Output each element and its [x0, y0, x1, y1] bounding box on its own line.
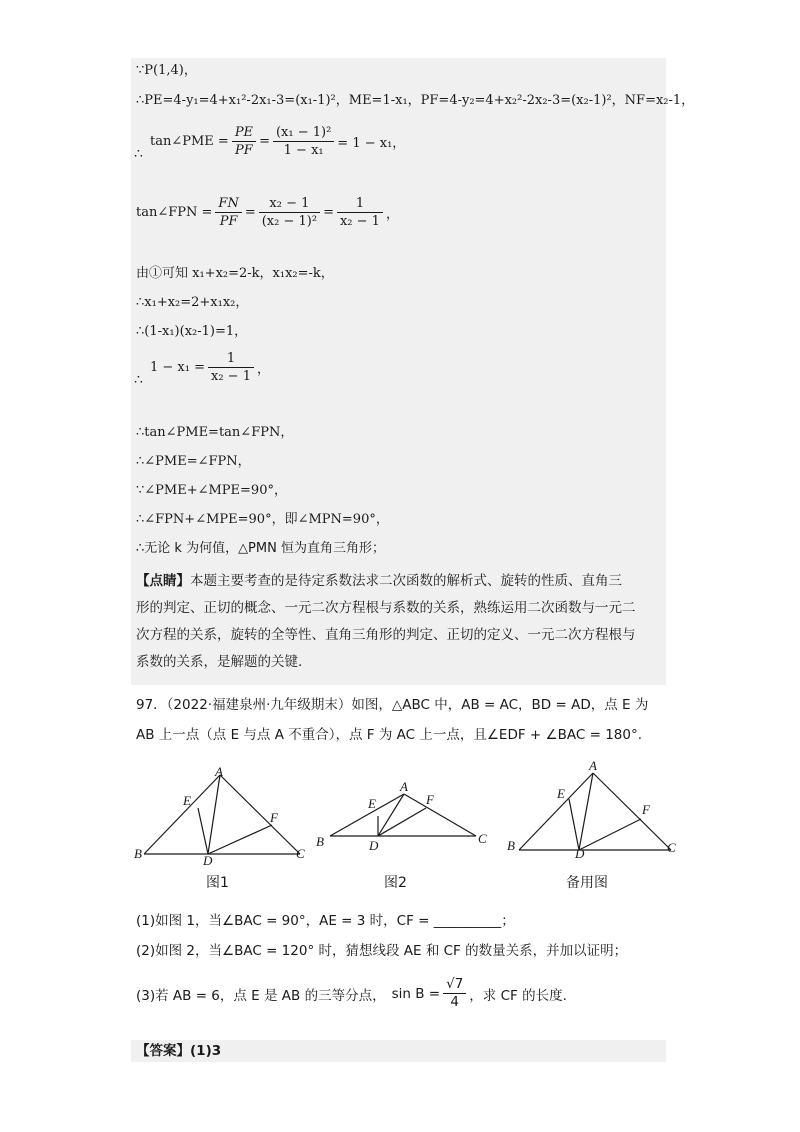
problem-line-2: AB 上一点（点 E 与点 A 不重合），点 F 为 AC 上一点，且∠EDF + ∠BAC = 180°.	[136, 727, 642, 743]
figure-1-diagram	[130, 765, 310, 865]
point-E-label: E	[557, 786, 565, 801]
fraction-numerator: √7	[443, 976, 466, 994]
therefore-symbol: ∴	[134, 372, 143, 388]
fraction-sqrt7-over-4	[443, 976, 466, 1011]
point-B-label: B	[134, 846, 142, 861]
solution-line-13: ∴无论 k 为何值，△PMN 恒为直角三角形；	[136, 541, 385, 556]
subquestion-3-text: (3)若 AB = 6，点 E 是 AB 的三等分点，	[136, 987, 386, 1004]
fraction-denominator: (x₂ − 1)²	[261, 214, 318, 229]
fraction-one-over	[337, 195, 383, 230]
fraction-denominator: PF	[219, 214, 238, 229]
comment-paragraph	[136, 568, 636, 676]
figure-2-caption: 图2	[384, 875, 407, 891]
point-B-label: B	[507, 838, 515, 853]
fraction-denominator: PF	[235, 143, 253, 158]
fraction-x2	[259, 195, 320, 230]
comment-line: 形的判定、正切的概念、一元二次方程根与系数的关系，熟练运用二次函数与一元二	[136, 600, 636, 616]
solution-line-2: ∴PE=4-y₁=4+x₁²-2x₁-3=(x₁-1)²，ME=1-x₁，PF=4-y₂=4+x₂²-2x₂-3=(x₂-1)²，NF=x₂-1，	[136, 93, 695, 108]
solution-line-7: ∴(1-x₁)(x₂-1)=1，	[136, 324, 248, 339]
tan-pme-formula: tan∠PME = $\frac{PE}{PF}$ = $\frac{\text{(x₁ − 1)²}}{\text{1 − x₁}}$ = 1 − x₁，	[150, 125, 406, 158]
figure-1-caption: 图1	[206, 875, 229, 891]
figure-3-caption: 备用图	[566, 875, 608, 891]
answer-line: 【答案】(1)3	[136, 1043, 222, 1059]
solution-line-11: ∵∠PME+∠MPE=90°，	[136, 483, 287, 498]
comment-tag: 【点睛】	[136, 573, 190, 589]
fraction-numerator: 1	[337, 195, 383, 213]
fraction-x1	[273, 124, 334, 159]
comma: ，	[256, 362, 270, 377]
formula-lhs: 1 − x₁ =	[150, 360, 205, 375]
point-E-label: E	[368, 796, 376, 811]
point-F-label: F	[642, 802, 650, 817]
point-B-label: B	[316, 834, 324, 849]
comma: ，	[385, 207, 399, 222]
point-D-label: D	[369, 838, 379, 853]
subquestion-3-tail: ，求 CF 的长度.	[469, 987, 567, 1004]
fraction-numerator: FN	[215, 195, 241, 213]
point-C-label: C	[667, 840, 676, 855]
fraction-denominator: 4	[450, 994, 459, 1010]
tan-fpn-lhs: tan∠FPN =	[136, 205, 213, 220]
fraction-denominator: 1 − x₁	[283, 143, 324, 158]
solution-line-5: 由①可知 x₁+x₂=2-k，x₁x₂=-k，	[136, 266, 334, 281]
tan-pme-rhs: = 1 − x₁，	[337, 136, 406, 151]
subquestion-2: (2)如图 2，当∠BAC = 120° 时，猜想线段 AE 和 CF 的数量关系，并加以证明；	[136, 943, 628, 959]
point-C-label: C	[478, 831, 487, 846]
figure-3-diagram	[505, 765, 685, 865]
fraction-fn-pf	[215, 195, 241, 230]
fraction-numerator: PE	[232, 124, 256, 142]
sin-b-label: sin B =	[391, 985, 441, 1002]
subquestion-1: (1)如图 1，当∠BAC = 90°，AE = 3 时，CF = __________；	[136, 913, 515, 929]
subquestion-3	[136, 976, 567, 1011]
fraction-numerator: 1	[208, 350, 254, 368]
fraction-one-over-x2	[208, 350, 254, 385]
point-D-label: D	[203, 853, 213, 868]
fraction-pe-pf	[232, 124, 256, 159]
fraction-numerator: (x₁ − 1)²	[273, 124, 334, 142]
comment-line: 次方程的关系，旋转的全等性、直角三角形的判定、正切的定义、一元二次方程根与	[136, 627, 636, 643]
figure-2-diagram	[318, 786, 488, 856]
point-A-label: A	[400, 779, 408, 794]
point-A-label: A	[215, 764, 223, 779]
fraction-denominator: x₂ − 1	[339, 214, 380, 229]
solution-line-1: ∵P(1,4)，	[136, 63, 197, 78]
solution-line-10: ∴∠PME=∠FPN，	[136, 454, 251, 469]
one-minus-x1-formula	[150, 350, 270, 385]
problem-line-1: 97．（2022·福建泉州·九年级期末）如图，△ABC 中，AB = AC，BD = AD，点 E 为	[136, 697, 649, 713]
point-D-label: D	[575, 846, 585, 861]
fraction-numerator: x₂ − 1	[259, 195, 320, 213]
tan-pme-lhs: tan∠PME =	[150, 134, 229, 149]
comment-line: 系数的关系，是解题的关键.	[136, 654, 303, 670]
point-F-label: F	[270, 810, 278, 825]
solution-line-9: ∴tan∠PME=tan∠FPN，	[136, 425, 294, 440]
tan-fpn-formula: tan∠FPN = $\frac{FN}{PF}$ = $\frac{\text{x₂ − 1}}{\text{(x₂ − 1)²}}$ = $\frac{1}{\text{x₂ − 1}}$ ，	[136, 196, 399, 229]
comment-line: 本题主要考查的是待定系数法求二次函数的解析式、旋转的性质、直角三	[190, 573, 622, 589]
point-A-label: A	[589, 758, 597, 773]
point-F-label: F	[426, 792, 434, 807]
fraction-denominator: x₂ − 1	[211, 369, 251, 384]
solution-line-6: ∴x₁+x₂=2+x₁x₂，	[136, 295, 249, 310]
point-C-label: C	[296, 846, 305, 861]
therefore-symbol: ∴	[134, 146, 143, 162]
point-E-label: E	[183, 793, 191, 808]
solution-line-12: ∴∠FPN+∠MPE=90°，即∠MPN=90°，	[136, 512, 389, 527]
